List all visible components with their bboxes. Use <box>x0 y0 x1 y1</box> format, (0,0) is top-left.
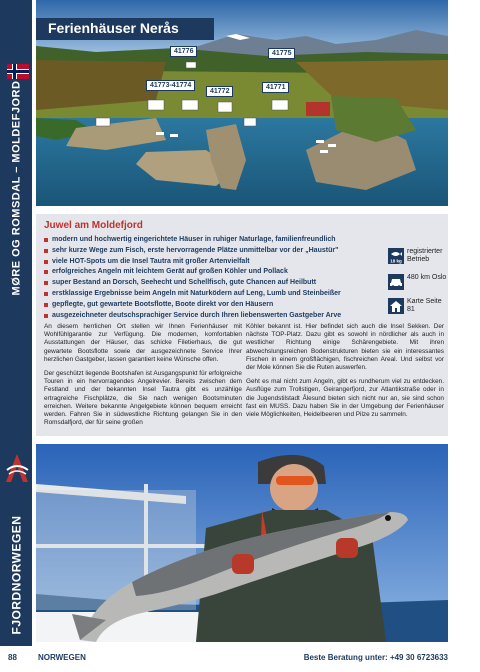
distance-info <box>388 274 448 290</box>
page-number: 88 <box>8 653 17 662</box>
registered-label: registrierter Betrieb <box>407 248 443 263</box>
list-item: erfolgreiches Angeln mit leichtem Gerät auf großen Köhler und Pollack <box>44 267 384 278</box>
distance-label: 480 km Oslo <box>407 274 447 281</box>
text-column-left <box>44 323 242 433</box>
list-item: erstklassige Ergebnisse beim Angeln mit Naturködern auf Leng, Lumb und Steinbeißer <box>44 289 384 300</box>
car-icon <box>388 274 404 290</box>
house-icon <box>388 298 404 314</box>
subheading: Juwel am Moldefjord <box>44 220 143 231</box>
footer-country: NORWEGEN <box>38 653 86 662</box>
paragraph: Köhler bekannt ist. Hier befindet sich auch die Insel Sekken. Der nächste TOP-Platz. Dazu gibt es sowohl in nördlicher als auch in westlicher Richtung einige Schärengebiete. Mit ihren abwechslungsreichen Bodenstrukturen bieten sie ein interessantes Fischen in einem großflächigen, fischreichen Areal. Und selbst vor der Mole können Sie die Ruten auswerfen. <box>246 323 444 372</box>
list-item: viele HOT-Spots um die Insel Tautra mit großer Artenvielfalt <box>44 257 384 268</box>
brand-logo-icon <box>4 452 30 486</box>
page-title: Ferienhäuser Nerås <box>48 20 179 36</box>
paragraph: An diesem herrlichen Ort stellen wir Ihnen Ferienhäuser mit Wohlfühlgarantie zur Verfügung. Die modernen, komfortablen Ausstattungen der Häuser, das schicke Filetierhaus, die gut gewartete Bootsflotte sowie der ausgezeichnete Service Ihrer herzlichen Gastgeber, lassen garantiert keine Wünsche offen. <box>44 323 242 363</box>
norway-flag-icon <box>7 64 29 79</box>
house-label: 41775 <box>268 48 295 59</box>
text-column-right <box>246 323 444 425</box>
section-label <box>0 510 32 640</box>
house-label: 41771 <box>262 82 289 93</box>
house-label: 41776 <box>170 46 197 57</box>
house-label: 41773-41774 <box>146 80 195 91</box>
list-item: super Bestand an Dorsch, Seehecht und Schellfisch, gute Chancen auf Heilbutt <box>44 278 384 289</box>
list-item: modern und hochwertig eingerichtete Häuser in ruhiger Naturlage, familienfreundlich <box>44 235 384 246</box>
section-label-text: FJORDNORWEGEN <box>9 515 24 635</box>
paragraph: Geht es mal nicht zum Angeln, gibt es rundherum viel zu entdecken. Ausflüge zum Trollstigen, Geirangerfjord, zur Atlantikstraße oder in die Jugendstilstadt Ålesund bieten sich nicht nur an, sie sind schon fast ein MUSS. Dazu haben Sie in der Umgebung der Ferienhäuser viele Möglichkeiten, Heidelbeeren und Pilze zu sammeln. <box>246 378 444 419</box>
paragraph: Der geschützt liegende Bootshafen ist Ausgangspunkt für erfolgreiche Touren in ein hervorragendes Angelrevier. Bereits zwischen dem Festland und der bekannten Insel Tautra gibt es unzählige ertragreiche Fischplätze, die Sie nach wenigen Bootsminuten erreichen. Weitere bekannte Angelgebiete können bequem erreicht werden. Fahren Sie in südwestliche Richtung gelangen Sie in den Romsdalfjord, der für seine großen <box>44 370 242 427</box>
map-label: Karte Seite 81 <box>407 298 442 313</box>
weight-badge: 18 kg <box>390 258 402 264</box>
page-title-banner <box>36 18 214 40</box>
feature-list <box>44 235 384 321</box>
footer-contact: Beste Beratung unter: +49 30 6723633 <box>303 653 448 662</box>
angler-photo <box>36 444 448 642</box>
map-info <box>388 298 448 314</box>
region-label-text: MØRE OG ROMSDAL – MOLDEFJORD <box>10 80 22 296</box>
region-label <box>3 80 29 296</box>
list-item: sehr kurze Wege zum Fisch, erste hervorragende Plätze unmittelbar vor der „Haustür" <box>44 246 384 257</box>
registered-info <box>388 248 448 264</box>
list-item: ausgezeichneter deutschsprachiger Service durch Ihren liebenswerten Gastgeber Arve <box>44 311 384 322</box>
fish-scale-icon <box>388 248 404 264</box>
list-item: gepflegte, gut gewartete Bootsflotte, Boote direkt vor den Häusern <box>44 300 384 311</box>
house-label: 41772 <box>206 86 233 97</box>
